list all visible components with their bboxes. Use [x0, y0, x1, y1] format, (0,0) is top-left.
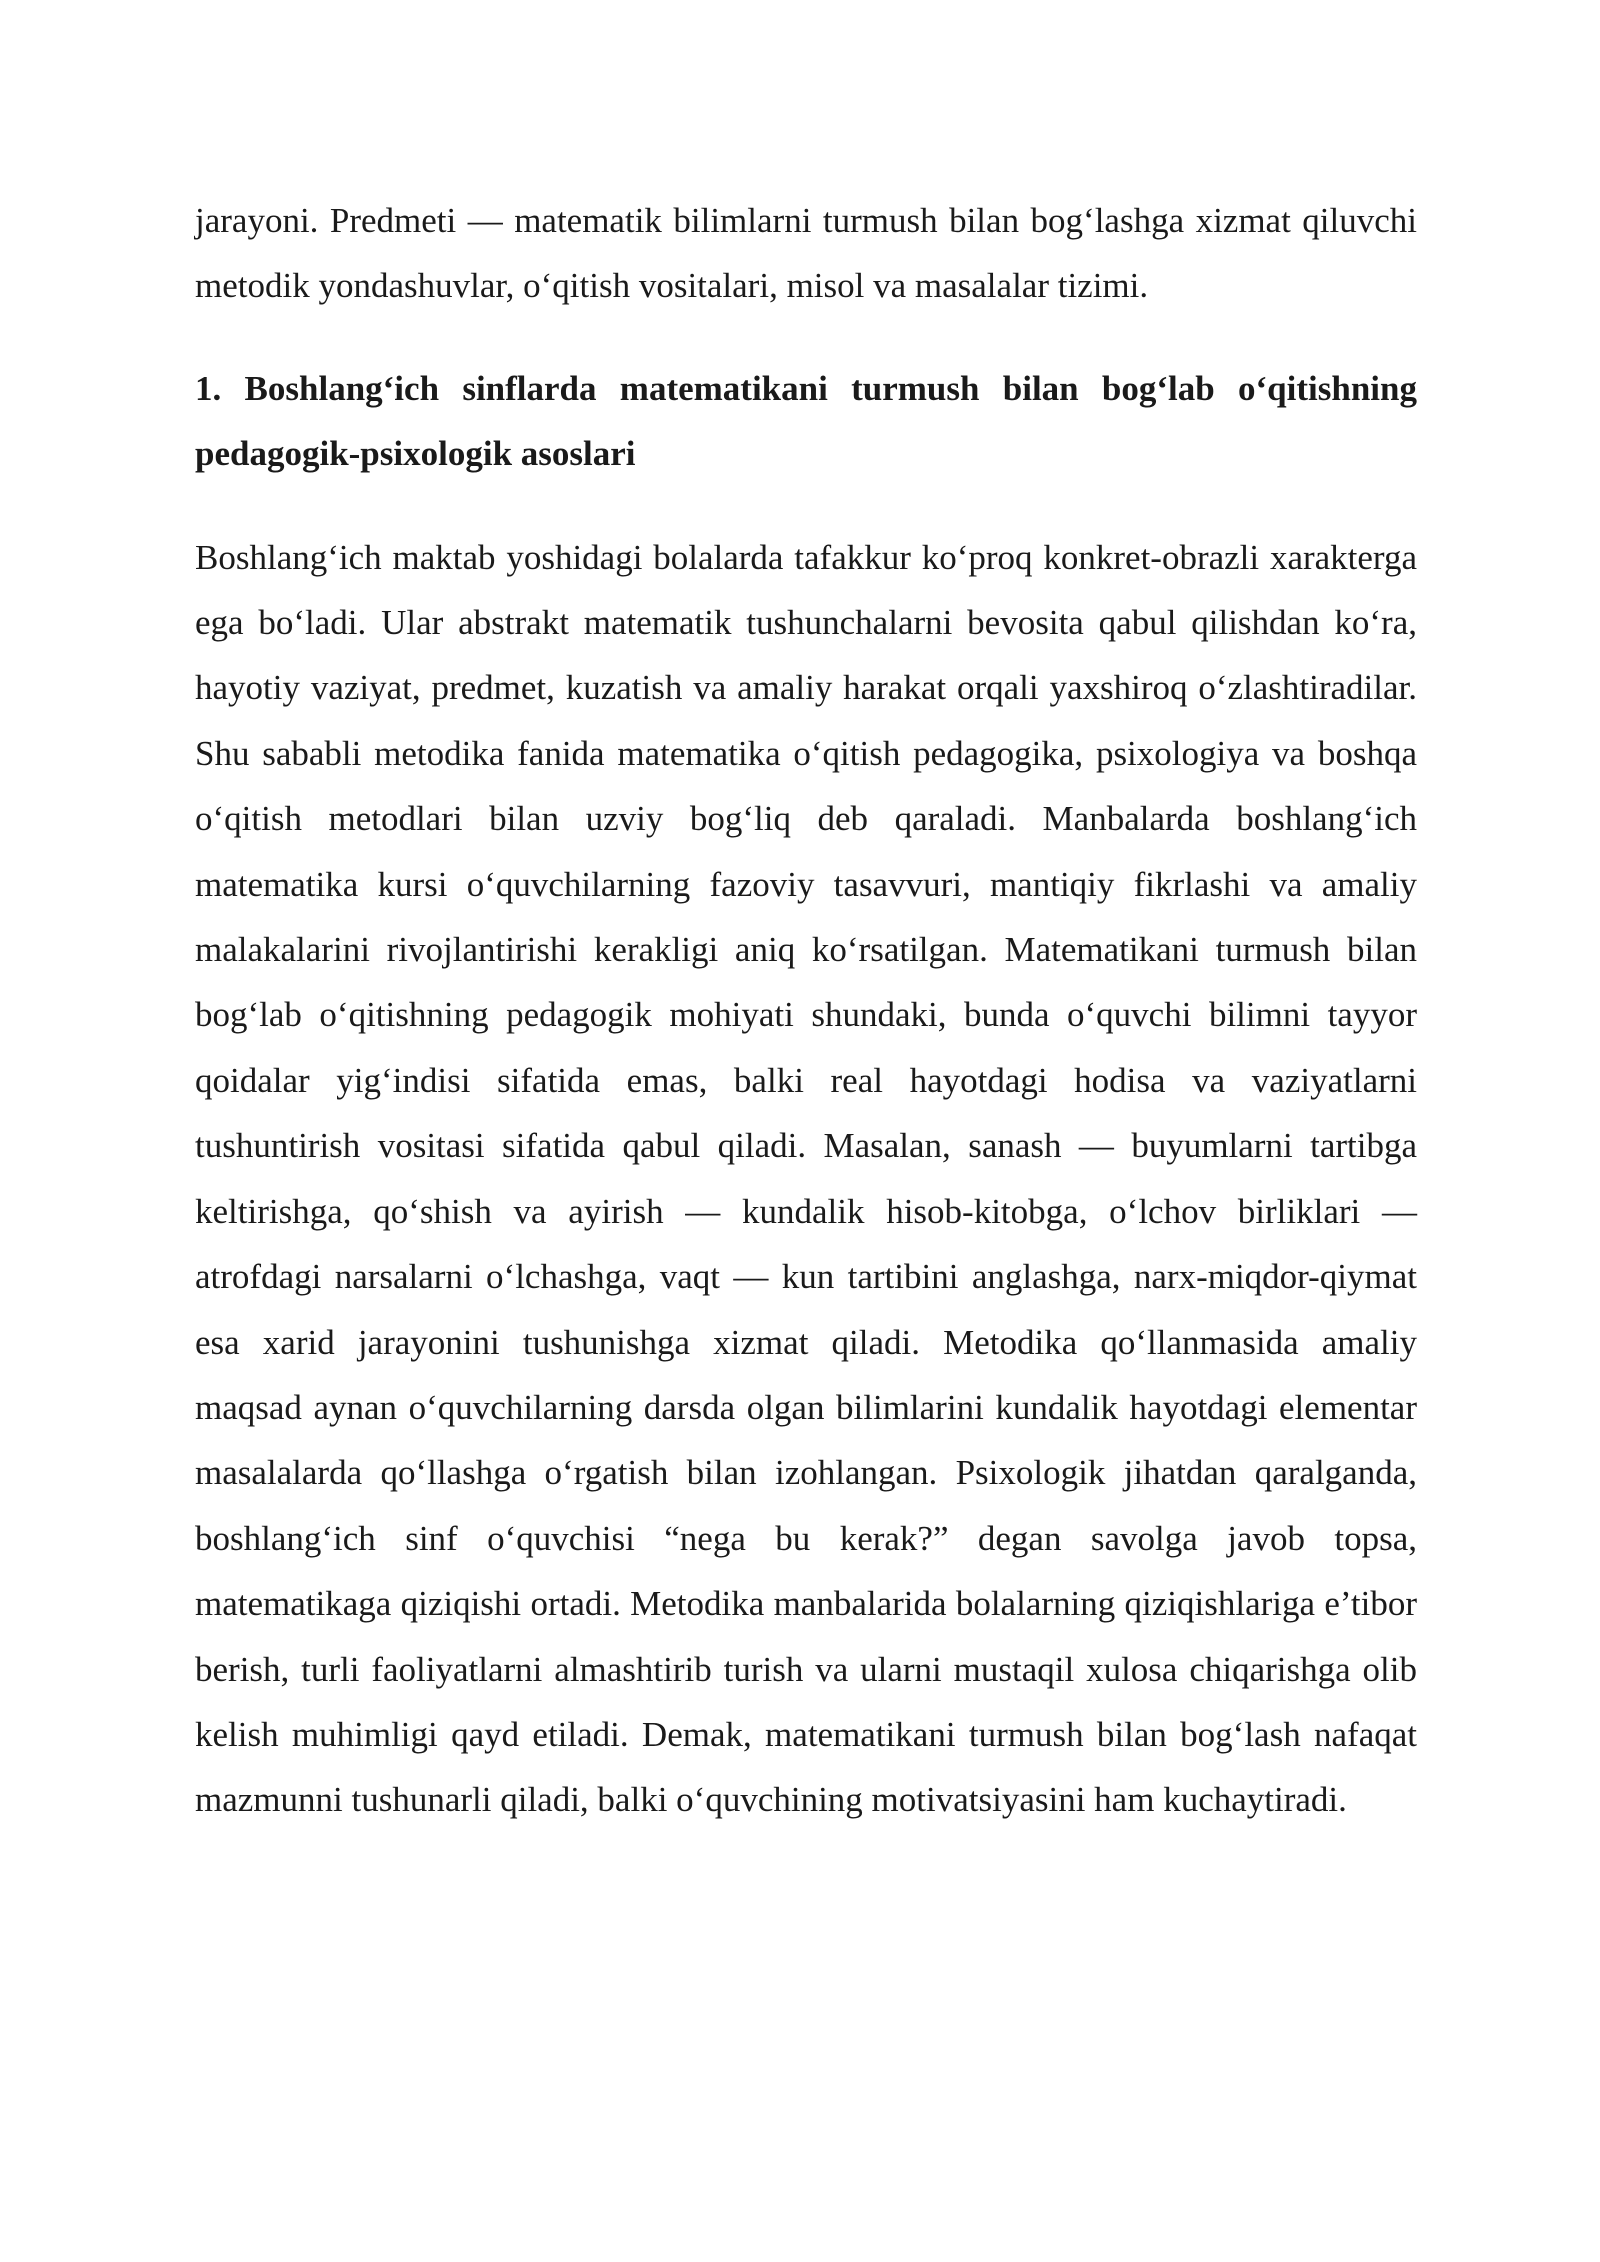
document-page [195, 188, 1417, 1833]
intro-paragraph: jarayoni. Predmeti — matematik bilimlarni turmush bilan bog‘lashga xizmat qiluvchi metodik yondashuvlar, o‘qitish vositalari, misol va masalalar tizimi. [195, 201, 1417, 306]
section-heading: 1. Boshlang‘ich sinflarda matematikani turmush bilan bog‘lab o‘qitishning pedagogik-psixologik asoslari [195, 368, 1417, 474]
body-paragraph: Boshlang‘ich maktab yoshidagi bolalarda tafakkur ko‘proq konkret-obrazli xarakterga ega bo‘ladi. Ular abstrakt matematik tushunchalarni bevosita qabul qilishdan ko‘ra, hayotiy vaziyat, predmet, kuzatish va amaliy harakat orqali yaxshiroq o‘zlashtiradilar. Shu sababli metodika fanida matematika o‘qitish pedagogika, psixologiya va boshqa o‘qitish metodlari bilan uzviy bog‘liq deb qaraladi. Manbalarda boshlang‘ich matematika kursi o‘quvchilarning fazoviy tasavvuri, mantiqiy fikrlashi va amaliy malakalarini rivojlantirishi kerakligi aniq ko‘rsatilgan. Matematikani turmush bilan bog‘lab o‘qitishning pedagogik mohiyati shundaki, bunda o‘quvchi bilimni tayyor qoidalar yig‘indisi sifatida emas, balki real hayotdagi hodisa va vaziyatlarni tushuntirish vositasi sifatida qabul qiladi. Masalan, sanash — buyumlarni tartibga keltirishga, qo‘shish va ayirish — kundalik hisob-kitobga, o‘lchov birliklari — atrofdagi narsalarni o‘lchashga, vaqt — kun tartibini anglashga, narx-miqdor-qiymat esa xarid jarayonini tushunishga xizmat qiladi. Metodika qo‘llanmasida amaliy maqsad aynan o‘quvchilarning darsda olgan bilimlarini kundalik hayotdagi elementar masalalarda qo‘llashga o‘rgatish bilan izohlangan. Psixologik jihatdan qaralganda, boshlang‘ich sinf o‘quvchisi “nega bu kerak?” degan savolga javob topsa, matematikaga qiziqishi ortadi. Metodika manbalarida bolalarning qiziqishlariga e’tibor berish, turli faoliyatlarni almashtirib turish va ularni mustaqil xulosa chiqarishga olib kelish muhimligi qayd etiladi. Demak, matematikani turmush bilan bog‘lash nafaqat mazmunni tushunarli qiladi, balki o‘quvchining motivatsiyasini ham kuchaytiradi. [195, 537, 1417, 1820]
